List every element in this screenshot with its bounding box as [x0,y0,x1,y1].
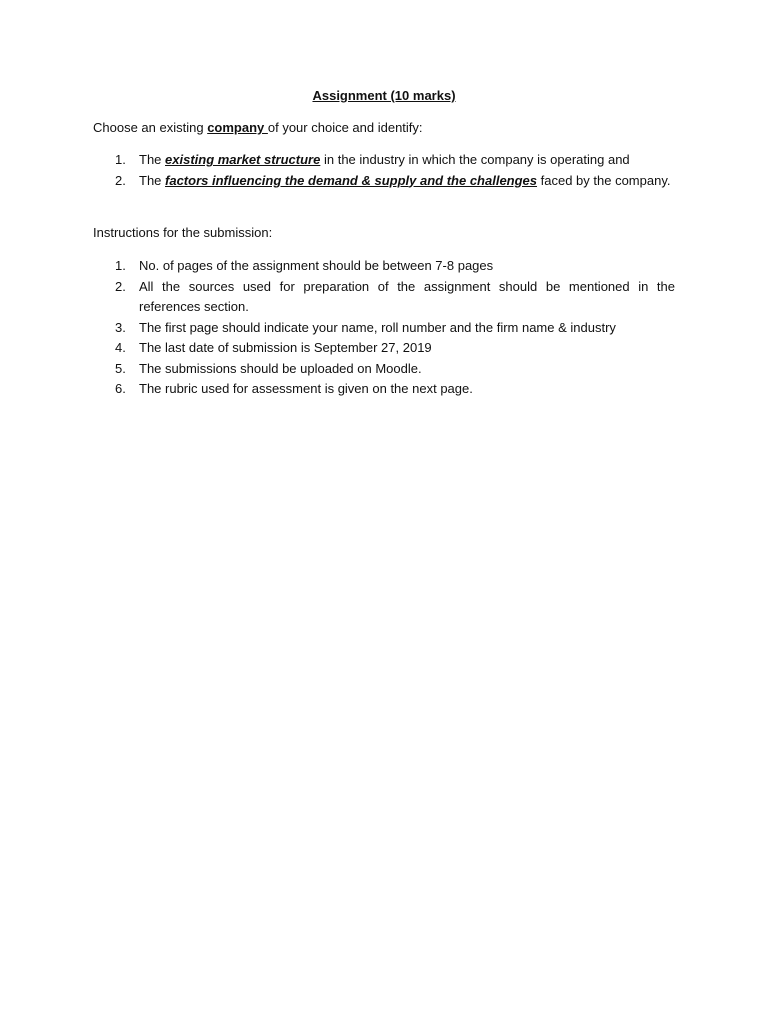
instruction-number: 4. [115,340,126,355]
instruction-item [93,277,675,318]
instruction-text: The last date of submission is September 27, 2019 [139,340,432,355]
instruction-text: No. of pages of the assignment should be between 7-8 pages [139,258,494,273]
instruction-number: 3. [115,319,126,335]
intro-text-before: Choose an existing [93,120,208,135]
document-title: Assignment (10 marks) [312,88,456,103]
instruction-item [93,318,675,339]
instruction-number: 5. [115,360,126,376]
task-item [93,171,675,192]
instruction-item [93,359,675,380]
instruction-number: 1. [115,258,126,273]
intro-text-after: of your choice and identify: [267,120,423,135]
task-emphasis: factors influencing the demand & supply and the challenges [165,172,538,188]
instruction-number: 6. [115,381,126,396]
task-text-before: The [139,152,166,167]
task-item [93,150,675,171]
instruction-list [93,256,675,400]
instruction-number: 2. [115,278,126,294]
instruction-text: The submissions should be uploaded on Moodle. [139,360,422,376]
instruction-text: The first page should indicate your name, roll number and the firm name & industry [139,319,616,335]
task-number: 2. [115,172,126,188]
instruction-item [93,379,675,400]
intro-emphasis: company [207,120,268,135]
task-emphasis: existing market structure [165,152,321,167]
task-text-after: faced by the company. [537,172,671,188]
instruction-item [93,338,675,359]
task-list [93,150,675,191]
instruction-item [93,256,675,277]
instruction-text: All the sources used for preparation of the assignment should be mentioned in the references section. [139,278,675,314]
task-text-before: The [139,172,166,188]
intro-paragraph [93,118,675,138]
task-text-after: in the industry in which the company is operating and [320,152,630,167]
instruction-text: The rubric used for assessment is given on the next page. [139,381,473,396]
instructions-heading: Instructions for the submission: [93,225,273,240]
task-number: 1. [115,152,126,167]
